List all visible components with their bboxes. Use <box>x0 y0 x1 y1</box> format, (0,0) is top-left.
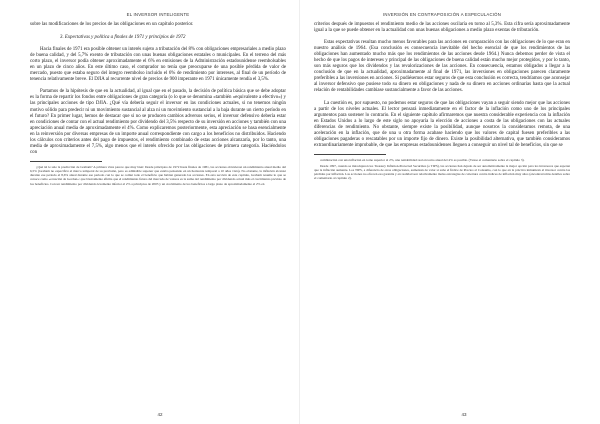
paragraph: Hacia finales de 1971 era posible obtener un interés sujeto a tributación del 8% con obligaciones empresariales a medio plazo de buena calidad, y del 5,7% exento de tributación con unas buenas obligaciones estatales o municipales. En el terreno del más corto plazo, el inversor podía obtener aproximadamente el 6% en emisiones de la Administración estadounidense reembolsables en un plazo de cinco años. En este último caso, el comprador no tenía que preocuparse de una posible pérdida de valor de mercado, puesto que estaba seguro del íntegro reembolso incluido el 6% de rendimiento por intereses, al final de un período de tenencia relativamente breve. El DJIA al recurrente nivel de precios de 900 imperante en 1971 únicamente rendía el 3,5%. <box>30 47 286 83</box>
right-page <box>300 0 600 424</box>
footnote: ¿Qué tal le sale la predicción de Graham? A primera vista parece que muy bien: Desde principios de 1972 hasta finales de 1981, las acciones obtuvieron un rendimiento anual medio del 6,5% (Graham no especificó el marco temporal de su previsión, pero es admisible suponer que estaba pensando en un horizonte temporal a 10 años vista). No obstante, la inflación alcanzó durante ese período el 8,6% anual durante ese período con lo que se comió todo el beneficio que habían generado las acciones. En esta sección de este capítulo, Graham resume lo que se conoce como «ecuación de Gordon»: que básicamente afirma que el rendimiento futuro del mercado de valores es la suma del rendimiento por dividendo actual más el crecimiento previsto de los beneficios. Con un rendimiento por dividendo levemente inferior al 2% a principios de 2003 y un crecimiento de los beneficios a largo plazo de aproximadamente el 2% en <box>30 164 286 186</box>
paragraph: criterios después de impuestos el rendimiento medio de las acciones oscilaría en torno al 5,3%. Esta cifra sería aproximadamente igual a la que se puede obtener en la actualidad con unas buenas obligaciones a medio plazo exentas de tributación. <box>314 22 570 34</box>
footnote-rule <box>314 154 386 155</box>
page-number: 42 <box>157 412 163 417</box>
page-number: 43 <box>461 412 467 417</box>
footnote: combinación con una inflación en torno superior al 2%, una rentabilidad real en torno anual del 4% es posible. (Véase el comentario sobre el capítulo 3). <box>320 157 525 162</box>
footnote-rule <box>30 161 102 162</box>
paragraph: Estas expectativas resultan mucho menos favorables para las acciones en comparación con las obligaciones de lo que eran en nuestro análisis de 1964. (Esa conclusión es consecuencia inevitable del hecho esencial de que los rendimientos de las obligaciones han aumentado mucho más que los rendimientos de las acciones desde 1964.) Nunca debemos perder de vista el hecho de que los pagos de intereses y principal de las obligaciones de buena calidad están mucho mejor protegidos, y por lo tanto, son más seguros que los dividendos y las revalorizaciones de las acciones. En consecuencia, estamos obligados a llegar a la conclusión de que en la actualidad, aproximadamente al final de 1971, las inversiones en obligaciones parecen claramente preferibles a las inversiones en acciones. Si pudiésemos estar seguros de que esta conclusión es correcta, tendríamos que aconsejar al inversor defensivo que pusiese todo su dinero en obligaciones y nada de su dinero en acciones ordinarias hasta que la actual relación de rentabilidades cambiase sustancialmente a favor de las acciones. <box>314 40 570 94</box>
body-text <box>30 22 286 156</box>
running-header: EL INVERSOR INTELIGENTE <box>126 12 190 17</box>
paragraph: sobre las modificaciones de los precios de las obligaciones en un capítulo posterior. <box>30 22 194 27</box>
body-text <box>314 22 570 149</box>
paragraph: La cuestión es, por supuesto, no podemos estar seguros de que las obligaciones vayan a seguir siendo mejor que las acciones a partir de los niveles actuales. El lector pensará inmediatamente en el factor de la inflación como uno de los principales argumentos para sostener lo contrario. En el siguiente capítulo afirmaremos que nuestra considerable experiencia con la inflación en Estados Unidos a lo largo de este siglo no apoyaría la elección de acciones a costa de las obligaciones con las actuales diferencias de rendimiento. No obstante, siempre existe la posibilidad, aunque nosotros la consideramos remota, de una aceleración en la inflación, que de una u otra forma acabase haciendo que los valores de capital fuesen preferibles a las obligaciones pagaderas o rescatables por un importe fijo de dinero. Existe la posibilidad alternativa, que también consideramos extraordinariamente improbable, de que las empresas estadounidenses lleguen a conseguir un nivel tal de beneficios, sin que se <box>314 100 570 148</box>
footnotes <box>30 165 286 186</box>
footnotes <box>314 158 570 180</box>
paragraph: Partamos de la hipótesis de que en la actualidad, al igual que en el pasado, la decisión de política básica que se debe adoptar es la forma de repartir los fondos entre obligaciones de gran categoría (o lo que se denomina «también «equivalente a efectivo») y las principales acciones de tipo DJIA. ¿Qué vía debería seguir el inversor en las condiciones actuales, si no tenemos ningún motivo sólido para predecir ni un movimiento sustancial al alza ni un movimiento sustancial a la baja durante un cierto período en el futuro? En primer lugar, hemos de destacar que si no se producen cambios adversos serios, el inversor defensivo debería estar en condiciones de contar con el actual rendimiento por dividendo del 3,5% respecto de su inversión en acciones y también con una apreciación anual media de aproximadamente el 4%. Como explicaremos posteriormente, esta apreciación se basa esencialmente en la reinversión por diversas empresas de un importe anual correspondiente con cargo a los beneficios no distribuidos. Haciendo los cálculos con criterios antes del pago de impuestos, el rendimiento combinado de estas acciones alcanzaría, por lo tanto, una media de aproximadamente el 7,5%, algo menos que el interés ofrecido por las obligaciones de primera categoría. Haciéndolos con <box>30 89 286 155</box>
footnote: Desde 1997, cuando se introdujeron los Treasury Inflation-Protected Securities (o TIPS), las acciones han dejado de ser automáticamente la mejor opción para los inversores que esperan que la inflación aumente. Los TIPS, a diferencia de otras obligaciones, aumentan de valor si sube el Índice de Precios al Consumo, con lo que en la práctica inmunizan al inversor contra las pérdidas por inflación. Las acciones no ofrecen esa garantía y en realidad son relativamente malas estrategias de cobertura contra índices de inflación muy altos (encontrará más detalles sobre el comentario al capítulo 2). <box>314 163 570 181</box>
section-heading: 3. Expectativas y política a finales de 1971 y principios de 1972 <box>60 35 186 41</box>
running-header: INVERSIÓN EN CONTRAPOSICIÓN A ESPECULACIÓN <box>383 12 501 17</box>
